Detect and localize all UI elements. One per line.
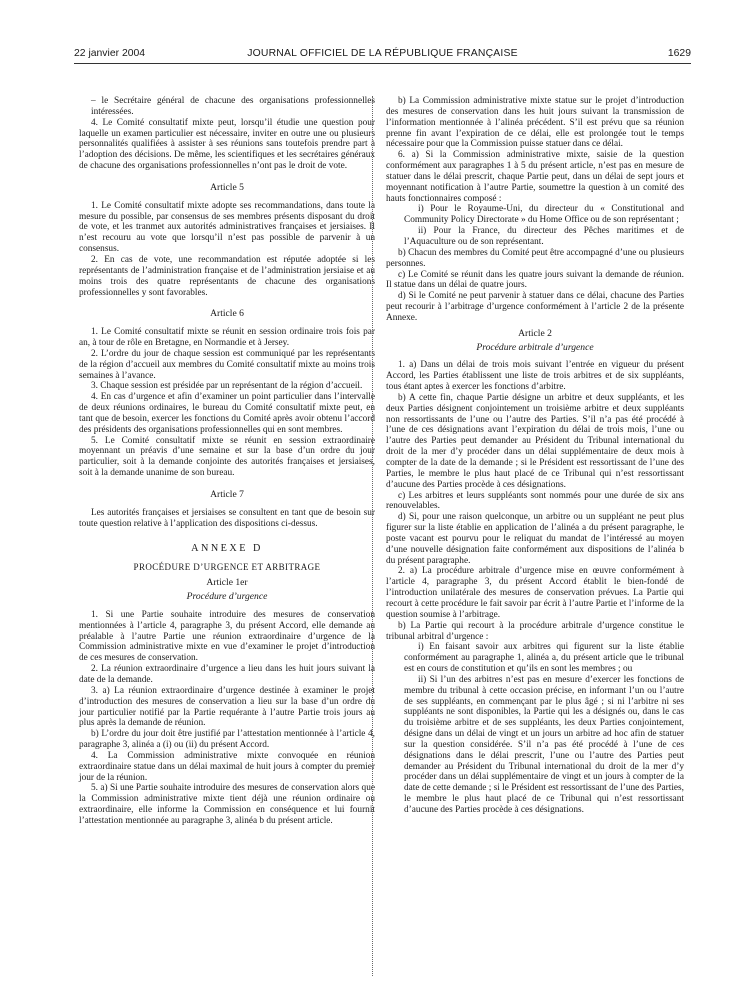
- paragraph: 1. Si une Partie souhaite introduire des mesures de conservation mentionnées à l’article 4, paragraphe 3, du présent Accord, elle demande au préalable à l’autre Partie une réunion extraordinaire d’urgence de la Commission administrative mixte en vue d’examiner le projet d’introduction de ces mesures de conservation.: [79, 609, 375, 664]
- paragraph: 5. a) Si une Partie souhaite introduire des mesures de conservation alors que la Commission administrative mixte tient déjà une réunion ordinaire ou extraordinaire, elle informe la Commission en conséquence et lui fournit l’attestation mentionnée au paragraphe 3, alinéa b du présent article.: [79, 783, 375, 826]
- article-heading: Article 7: [210, 489, 244, 500]
- paragraph: 1. Le Comité consultatif mixte adopte ses recommandations, dans toute la mesure du possible, par consensus de ses membres présents disposant du droit de vote, et les tranmet aux autorités administratives françaises et jersiaises. Il n’est recouru au vote que lorsqu’il n’est pas possible de parvenir à un consensus.: [79, 200, 375, 255]
- left-column: [79, 96, 375, 827]
- paragraph: – le Secrétaire général de chacune des organisations professionnelles intéressées.: [91, 96, 375, 117]
- paragraph: 3. Chaque session est présidée par un représentant de la région d’accueil.: [91, 381, 363, 392]
- paragraph: 2. L’ordre du jour de chaque session est communiqué par les représentants de la région d’accueil aux membres du Comité consultatif mixte au moins trois semaines à l’avance.: [79, 348, 375, 381]
- paragraph: d) Si, pour une raison quelconque, un arbitre ou un suppléant ne peut plus figurer sur la liste établie en application de l’alinéa a du présent paragraphe, le poste vacant est pourvu pour le reliquat du mandat de l’intéressé au moyen d’une nouvelle désignation faite conformément aux dispositions de l’alinéa b du présent paragraphe.: [386, 512, 684, 566]
- paragraph: 4. La Commission administrative mixte convoquée en réunion extraordinaire statue dans un délai maximal de huit jours à compter du premier jour de la réunion.: [79, 750, 375, 783]
- paragraph: b) La Partie qui recourt à la procédure arbitrale d’urgence constitue le tribunal arbitral d’urgence :: [386, 620, 684, 642]
- paragraph: b) A cette fin, chaque Partie désigne un arbitre et deux suppléants, et les deux Parties désignent conjointement un troisième arbitre et deux suppléants non ressortissants de l’une ou l’autre des Parties. S’il n’a pas été procédé à l’une de ces désignations avant l’expiration du délai de trois mois, l’une ou l’autre des Parties peut demander au Président du Tribunal international du droit de la mer d’y procéder dans un délai supplémentaire de deux mois à compter de la date de la demande ; si le Président est ressortissant de l’une des Parties, le membre le plus haut placé de ce Tribunal qui n’est ressortissant d’aucune des Parties procède à ces désignations.: [386, 392, 684, 490]
- paragraph: d) Si le Comité ne peut parvenir à statuer dans ce délai, chacune des Parties peut recourir à l’arbitrage d’urgence conformément à l’article 2 de la présente Annexe.: [386, 291, 684, 323]
- paragraph: b) L’ordre du jour doit être justifié par l’attestation mentionnée à l’article 4, paragraphe 3, alinéa a (i) ou (ii) du présent Accord.: [79, 729, 375, 751]
- header-title: JOURNAL OFFICIEL DE LA RÉPUBLIQUE FRANÇAISE: [247, 48, 518, 59]
- paragraph: 1. Le Comité consultatif mixte se réunit en session ordinaire trois fois par an, à tour de rôle en Bretagne, en Normandie et à Jersey.: [79, 327, 375, 349]
- paragraph: ii) Pour la France, du directeur des Pêches maritimes et de l’Aquaculture ou de son représentant.: [404, 226, 684, 247]
- paragraph: 6. a) Si la Commission administrative mixte, saisie de la question conformément aux paragraphes 1 à 5 du présent article, n’est pas en mesure de statuer dans le délai prescrit, chaque Partie peut, dans un délai de sept jours et moyennant notification à l’autre Partie, soumettre la question à un comité des hauts fonctionnaires composé :: [386, 150, 684, 204]
- paragraph: b) La Commission administrative mixte statue sur le projet d’introduction des mesures de conservation dans les huit jours suivant la transmission de l’information mentionnée à l’alinéa précédent. S’il est prévu que sa réunion prenne fin avant l’expiration de ce délai, elle est prolongée tout le temps nécessaire pour que la Commission puisse statuer dans ce délai.: [386, 96, 684, 150]
- header-page-number: 1629: [667, 48, 691, 59]
- page-header: [74, 48, 691, 64]
- paragraph: 5. Le Comité consultatif mixte se réunit en session extraordinaire moyennant un préavis d’une semaine et sur la base d’un ordre du jour particulier, soit à la demande conjointe des autorités françaises et jersiaises, soit à la demande unanime de son bureau.: [79, 435, 375, 479]
- article-title: Procédure d’urgence: [186, 591, 268, 603]
- paragraph: ii) Si l’un des arbitres n’est pas en mesure d’exercer les fonctions de membre du tribunal à cette occasion précise, en informant l’un ou l’autre de ses suppléants, en commençant par le plus âgé ; si ni l’arbitre ni ses suppléants ne sont disponibles, la Partie qui les a désignés ou, dans le cas du troisième arbitre et de ses suppléants, les deux Parties conjointement, désigne dans un délai de vingt et un jours un arbitre ad hoc afin de statuer sur la question considérée. S’il n’a pas été procédé à l’une de ces désignations dans le délai prescrit, l’une ou l’autre des Parties peut demander au Président du Tribunal international du droit de la mer d’y procéder dans un délai supplémentaire de vingt et un jours à compter de la date de cette demande ; si le Président est ressortissant de l’une des Parties, le membre le plus haut placé de ce Tribunal qui n’est ressortissant d’aucune des Parties procède à ces désignations.: [404, 674, 684, 815]
- paragraph: Les autorités françaises et jersiaises se consultent en tant que de besoin sur toute question relative à l’application des dispositions ci-dessus.: [79, 507, 375, 529]
- article-title: Procédure arbitrale d’urgence: [476, 341, 594, 353]
- article-heading: Article 5: [210, 181, 244, 193]
- paragraph: 2. a) La procédure arbitrale d’urgence mise en œuvre conformément à l’article 4, paragraphe 3, du présent Accord établit le bien-fondé de l’introduction unilatérale des mesures de conservation prévues. La Partie qui recourt à cette procédure le fait savoir par écrit à l’autre Partie et l’informe de la question soumise à l’arbitrage.: [386, 566, 684, 620]
- column-divider: [372, 96, 373, 976]
- annex-subheading: PROCÉDURE D’URGENCE ET ARBITRAGE: [133, 562, 321, 573]
- paragraph: i) Pour le Royaume-Uni, du directeur du « Constitutional and Community Policy Directorate » du Home Office ou de son représentant ;: [404, 204, 684, 226]
- paragraph: i) En faisant savoir aux arbitres qui figurent sur la liste établie conformément au paragraphe 1, alinéa a, du présent article que le tribunal est en cours de constitution et qu’ils en sont les membres ; ou: [404, 642, 684, 675]
- paragraph: c) Le Comité se réunit dans les quatre jours suivant la demande de réunion. Il statue dans un délai de quatre jours.: [386, 269, 684, 291]
- annex-heading: ANNEXE D: [191, 542, 263, 554]
- header-rule: [74, 63, 691, 64]
- paragraph: b) Chacun des membres du Comité peut être accompagné d’une ou plusieurs personnes.: [386, 247, 684, 269]
- paragraph: 4. En cas d’urgence et afin d’examiner un point particulier dans l’intervalle de deux réunions ordinaires, le bureau du Comité consultatif mixte peut, en tant que de besoin, exercer les fonctions du Comité après avoir obtenu l’accord des présidents des organisations professionnelles qui en sont membres.: [79, 392, 375, 435]
- right-column: [386, 96, 684, 816]
- header-date: 22 janvier 2004: [74, 48, 146, 59]
- paragraph: 4. Le Comité consultatif mixte peut, lorsqu’il étudie une question pour laquelle un examen particulier est nécessaire, inviter en outre une ou plusieurs personnalités qualifiées à assister à ses réunions sans toutefois prendre part à l’adoption des décisions. De même, les scientifiques et les secrétaires généraux de chacune des organisations professionnelles n’ont pas le droit de vote.: [79, 117, 375, 172]
- paragraph: c) Les arbitres et leurs suppléants sont nommés pour une durée de six ans renouvelables.: [386, 490, 684, 512]
- article-heading: Article 6: [210, 308, 244, 320]
- paragraph: 1. a) Dans un délai de trois mois suivant l’entrée en vigueur du présent Accord, les Parties établissent une liste de trois arbitres et de six suppléants, tous étant aptes à exercer les fonctions d’arbitre.: [386, 360, 684, 393]
- paragraph: 3. a) La réunion extraordinaire d’urgence destinée à examiner le projet d’introduction des mesures de conservation a lieu sur la base d’un ordre du jour particulier notifié par la Partie requérante à l’autre Partie trois jours au plus après la demande de réunion.: [79, 685, 375, 729]
- article-heading: Article 2: [518, 327, 552, 339]
- article-heading: Article 1er: [206, 577, 248, 589]
- paragraph: 2. En cas de vote, une recommandation est réputée adoptée si les représentants de l’administration française et de l’administration jersiaise et au moins trois des quatre représentants de chacune des organisations professionnelles y sont favorables.: [79, 254, 375, 298]
- paragraph: 2. La réunion extraordinaire d’urgence a lieu dans les huit jours suivant la date de la demande.: [79, 664, 375, 685]
